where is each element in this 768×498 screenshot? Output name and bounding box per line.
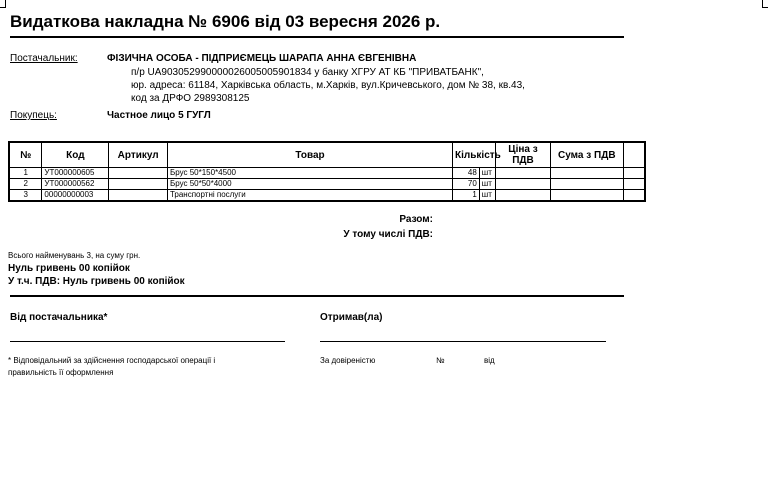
cell-no: 1: [9, 168, 42, 179]
supplier-label: Постачальник:: [10, 53, 78, 64]
cell-qty: 48: [453, 168, 480, 179]
cell-article: [109, 190, 168, 202]
supplier-signature-line: [10, 341, 285, 342]
cell-product: Брус 50*50*4000: [167, 179, 452, 190]
col-header-article: Артикул: [109, 142, 168, 168]
cell-no: 3: [9, 190, 42, 202]
supplier-tax-code: код за ДРФО 2989308125: [131, 93, 250, 104]
col-header-empty: [623, 142, 645, 168]
attorney-number-sign: №: [436, 356, 445, 365]
table-row: [9, 190, 645, 202]
corner-marker: [0, 0, 6, 8]
corner-marker-right: [762, 0, 768, 8]
items-table: [8, 141, 646, 202]
table-header-row: [9, 142, 645, 168]
col-header-quantity: Кількість: [453, 142, 496, 168]
table-row: [9, 179, 645, 190]
col-header-product: Товар: [167, 142, 452, 168]
vat-total-label: У тому числі ПДВ:: [343, 229, 433, 240]
cell-price: [496, 168, 551, 179]
total-label: Разом:: [399, 214, 433, 225]
cell-unit: шт: [479, 179, 495, 190]
receiver-signature-label: Отримав(ла): [320, 312, 383, 323]
power-of-attorney-label: За довіреністю: [320, 356, 376, 365]
cell-sum: [550, 190, 623, 202]
amount-in-words: Нуль гривень 00 копійок: [8, 263, 130, 274]
cell-code: УТ000000562: [42, 179, 109, 190]
cell-article: [109, 168, 168, 179]
page-title: Видаткова накладна № 6906 від 03 вересня 2026 р.: [10, 12, 624, 38]
col-header-no: №: [9, 142, 42, 168]
cell-empty: [623, 168, 645, 179]
receiver-signature-line: [320, 341, 606, 342]
col-header-code: Код: [42, 142, 109, 168]
cell-empty: [623, 190, 645, 202]
supplier-name: ФІЗИЧНА ОСОБА - ПІДПРИЄМЕЦЬ ШАРАПА АННА ЄВГЕНІВНА: [107, 53, 417, 64]
attorney-date-label: від: [484, 356, 495, 365]
cell-product: Брус 50*150*4500: [167, 168, 452, 179]
cell-sum: [550, 179, 623, 190]
cell-no: 2: [9, 179, 42, 190]
cell-code: УТ000000605: [42, 168, 109, 179]
col-header-sum: Сума з ПДВ: [550, 142, 623, 168]
table-row: [9, 168, 645, 179]
cell-qty: 1: [453, 190, 480, 202]
col-header-price: Ціна з ПДВ: [496, 142, 551, 168]
supplier-account: п/р UA903052990000026005005901834 у банку ХГРУ АТ КБ "ПРИВАТБАНК",: [131, 67, 484, 78]
cell-unit: шт: [479, 168, 495, 179]
footnote-line-1: * Відповідальний за здійснення господарської операції і: [8, 356, 216, 365]
buyer-name: Частное лицо 5 ГУГЛ: [107, 110, 211, 121]
cell-price: [496, 190, 551, 202]
separator-line: [10, 295, 624, 297]
cell-empty: [623, 179, 645, 190]
supplier-address: юр. адреса: 61184, Харківська область, м.Харків, вул.Кричевського, дом № 38, кв.43,: [131, 80, 525, 91]
cell-price: [496, 179, 551, 190]
items-count-line: Всього найменувань 3, на суму грн.: [8, 251, 141, 260]
cell-article: [109, 179, 168, 190]
cell-code: 00000000003: [42, 190, 109, 202]
cell-qty: 70: [453, 179, 480, 190]
supplier-signature-label: Від постачальника*: [10, 312, 108, 323]
cell-sum: [550, 168, 623, 179]
footnote-line-2: правильність її оформлення: [8, 368, 114, 377]
vat-in-words: У т.ч. ПДВ: Нуль гривень 00 копійок: [8, 276, 185, 287]
cell-unit: шт: [479, 190, 495, 202]
buyer-label: Покупець:: [10, 110, 57, 121]
cell-product: Транспортні послуги: [167, 190, 452, 202]
